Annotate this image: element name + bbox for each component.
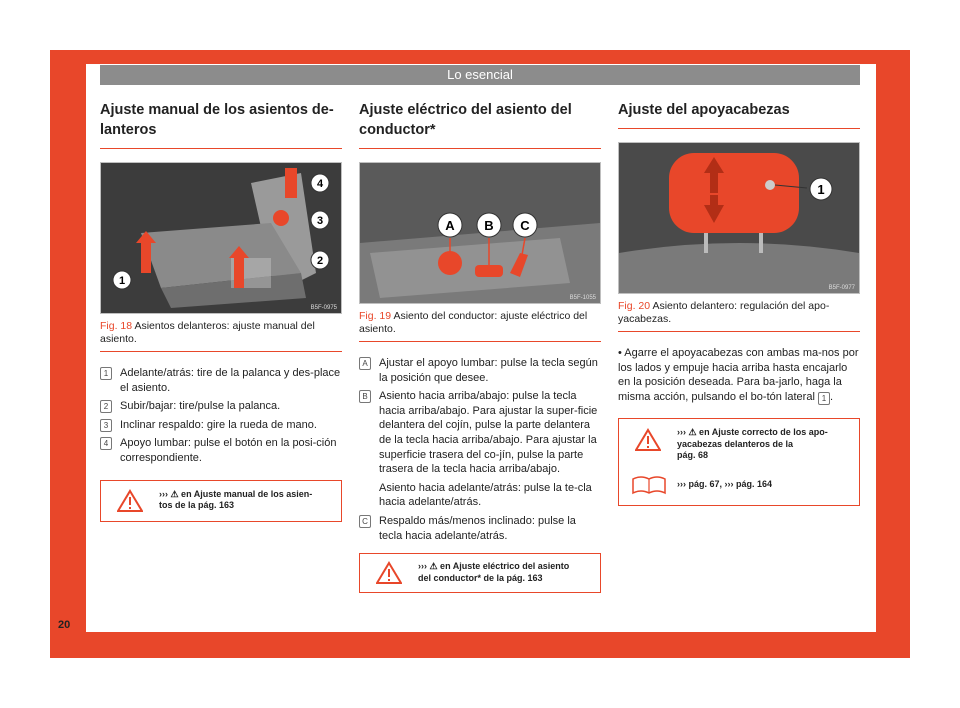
figure-caption [100, 314, 342, 352]
callout-3: 3 [316, 215, 324, 227]
figure-caption [618, 294, 860, 332]
column-manual-seat [100, 100, 342, 522]
section-header: Lo esencial [100, 65, 860, 85]
caption-text: Asientos delanteros: ajuste manual del asiento. [100, 320, 315, 345]
figure-code: B5F-0977 [828, 285, 855, 291]
caption-text: Asiento delantero: regulación del apo-yacabezas. [618, 300, 830, 325]
warning-icon [376, 561, 402, 585]
seat-controls-illustration [360, 163, 600, 303]
section-title [359, 100, 601, 149]
book-icon [631, 473, 667, 495]
step-text: Respaldo más/menos inclinado: pulse la tecla hacia adelante/atrás. [379, 514, 576, 542]
column-headrest [618, 100, 860, 506]
callout-4: 4 [316, 178, 324, 190]
step-badge: 1 [818, 392, 830, 405]
step-badge: 3 [100, 419, 112, 432]
seat-illustration [101, 163, 341, 313]
step-badge: 4 [100, 437, 112, 450]
warning-text[interactable] [418, 561, 569, 584]
section-title: Ajuste del apoyacabezas [618, 100, 860, 129]
caption-text: Asiento del conductor: ajuste eléctrico del asiento. [359, 310, 588, 335]
step-text: Apoyo lumbar: pulse el botón en la posi-ción correspondiente. [120, 437, 337, 464]
figure-19 [359, 162, 601, 304]
list-item [100, 366, 342, 395]
warning-link[interactable]: ››› ⚠ en Ajuste eléctrico del asiento [418, 561, 570, 572]
list-item [359, 514, 601, 543]
warning-text[interactable] [677, 427, 828, 462]
figure-code: B5F-1055 [569, 295, 596, 301]
figure-18 [100, 162, 342, 314]
warning-link[interactable]: ››› ⚠ en Ajuste manual de los asien- [159, 488, 313, 499]
list-item [100, 399, 342, 414]
list-item [100, 436, 342, 465]
step-badge: B [359, 390, 371, 403]
step-text: Inclinar respaldo: gire la rueda de mano. [120, 418, 317, 431]
callout-2: 2 [316, 255, 324, 267]
callout-1: 1 [817, 182, 825, 197]
list-item [359, 389, 601, 477]
title-line: lanteros [100, 122, 157, 138]
warning-box [618, 418, 860, 506]
step-text: Asiento hacia adelante/atrás: pulse la te-cla hacia adelante/atrás. [379, 481, 592, 509]
warning-link[interactable]: yacabezas delanteros de la [677, 438, 794, 449]
title-line: Ajuste eléctrico del asiento del [359, 102, 572, 118]
paragraph-text: • Agarre el apoyacabezas con ambas ma-nos por los lados y empuje hacia arriba hasta encajarlo en la posición deseada. Para ba-jarlo, haga la misma acción, pulsando el bo-tón lateral [618, 347, 859, 403]
warning-icon [117, 489, 143, 513]
step-text: Adelante/atrás: tire de la palanca y des-place el asiento. [120, 367, 341, 394]
list-item [100, 418, 342, 433]
step-badge: 2 [100, 400, 112, 413]
warning-box [359, 553, 601, 593]
warning-box [100, 480, 342, 522]
figure-caption [359, 304, 601, 342]
instruction-paragraph [618, 346, 860, 404]
figure-20 [618, 142, 860, 294]
callout-1: 1 [118, 275, 126, 287]
column-electric-seat [359, 100, 601, 593]
warning-icon [635, 428, 661, 452]
warning-text[interactable] [159, 489, 312, 512]
step-text: Ajustar el apoyo lumbar: pulse la tecla según la posición que desee. [379, 357, 598, 384]
book-reference[interactable]: ››› pág. 67, ››› pág. 164 [677, 479, 773, 490]
warning-link[interactable]: ››› ⚠ en Ajuste correcto de los apo- [677, 427, 828, 438]
step-list [100, 366, 342, 466]
warning-link[interactable]: pág. 68 [677, 450, 709, 461]
callout-B: B [484, 218, 494, 233]
step-list [359, 356, 601, 543]
figure-number: Fig. 20 [618, 300, 651, 312]
step-badge: A [359, 357, 371, 370]
warning-link[interactable]: del conductor* de la pág. 163 [418, 572, 543, 583]
headrest-illustration [619, 143, 859, 293]
title-line: Ajuste manual de los asientos de- [100, 102, 334, 118]
step-badge: C [359, 515, 371, 528]
list-item [359, 481, 601, 510]
figure-number: Fig. 18 [100, 320, 133, 332]
step-badge: 1 [100, 367, 112, 380]
list-item [359, 356, 601, 385]
step-text: Subir/bajar: tire/pulse la palanca. [120, 400, 281, 413]
paragraph-end: . [829, 390, 834, 403]
figure-number: Fig. 19 [359, 310, 392, 322]
title-line: conductor* [359, 122, 436, 138]
callout-C: C [520, 218, 530, 233]
section-title [100, 100, 342, 149]
page-number: 20 [58, 619, 71, 631]
callout-A: A [445, 218, 455, 233]
warning-link[interactable]: tos de la pág. 163 [159, 500, 235, 511]
step-text: Asiento hacia arriba/abajo: pulse la tecla hacia arriba/abajo. Para ajustar la super-ficie delantera del cojín, pulse la parte delantera de la tecla hacia arriba/abajo. Para ajustar la superficie trasera del co-jín, pulse la parte trasera de la tecla hacia arriba/abajo. [379, 390, 598, 476]
figure-code: B5F-0975 [310, 305, 337, 311]
